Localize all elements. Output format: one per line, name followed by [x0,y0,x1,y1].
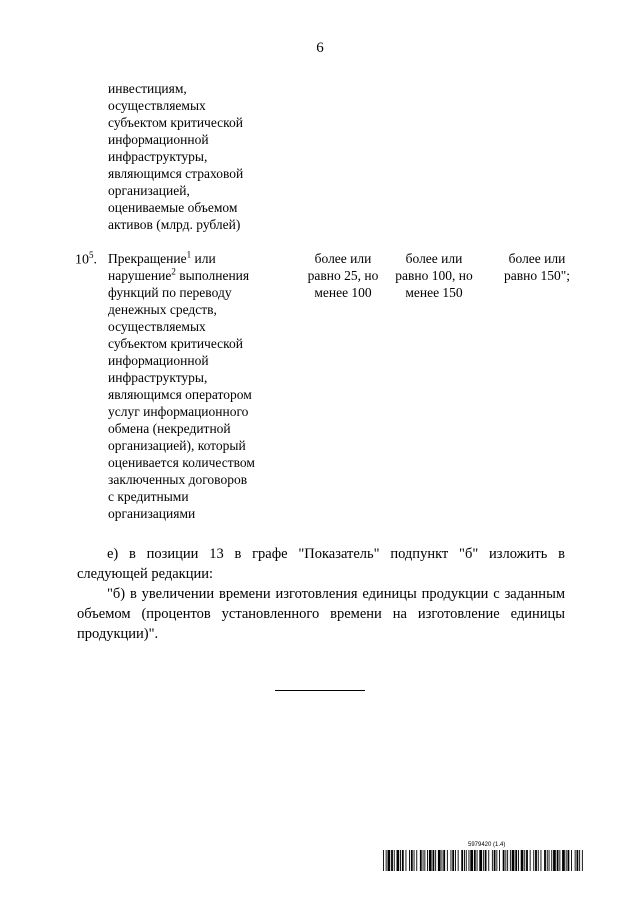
barcode-bar [466,850,467,871]
value-line: более или [405,251,463,266]
text-fragment: выполнения [175,268,250,283]
barcode-bar [530,850,531,871]
text-line: инфраструктуры, [108,149,208,164]
barcode-bar [579,850,580,871]
barcode-bar [541,850,542,871]
barcode-bar [571,850,572,871]
barcode-bar [518,850,519,871]
barcode-bar [400,850,401,871]
text-line: инфраструктуры, [108,370,208,385]
value-column-1 [290,250,396,301]
barcode-bar [485,850,487,871]
barcode-bar [535,850,537,871]
text-line [108,250,288,267]
text-line: являющимся оператором [108,387,252,402]
barcode-bar [551,850,552,871]
barcode-bar [458,850,459,871]
barcode-bar [582,850,583,871]
barcode-bar [416,850,417,871]
value-line: равно 100, но [395,268,473,283]
text-line: являющимся страховой [108,166,244,181]
barcode-bar [533,850,534,871]
text-line: организацией, [108,183,190,198]
text-line: с кредитными [108,489,189,504]
barcode-bar [429,850,432,871]
barcode-bar [455,850,456,871]
barcode-bar [427,850,428,871]
text-line: субъектом критической [108,115,244,130]
text-line: организациями [108,506,196,521]
text-fragment: или [191,251,216,266]
barcode-bar [423,850,424,871]
barcode-bar [394,850,395,871]
barcode-bar [388,850,391,871]
barcode-bar [409,850,410,871]
value-line: равно 25, но [307,268,379,283]
barcode-bar [433,850,435,871]
barcode-bar [451,850,452,871]
text-line: осуществляемых [108,319,206,334]
text-line: активов (млрд. рублей) [108,217,241,232]
barcode-bar [566,850,567,871]
barcode-bar [391,850,393,871]
barcode-bar [488,850,489,871]
text-line [108,267,288,284]
value-line: более или [508,251,566,266]
value-line: более или [314,251,372,266]
barcode-bar [411,850,413,871]
barcode-bar [424,850,425,871]
text-line: осуществляемых [108,98,206,113]
text-line: оценивается количеством [108,455,255,470]
barcode-bar [494,850,496,871]
text-line: информационной [108,132,209,147]
barcode-bar [447,850,448,871]
barcode-bar [559,850,560,871]
footnote-marker: 1 [186,249,192,260]
barcode-bar [452,850,454,871]
barcode-bar [442,850,443,871]
barcode-label: 5979420 (1.4) [468,842,506,848]
row-number-main: 10 [75,252,89,268]
barcode-bar [547,850,548,871]
value-line: равно 150"; [504,268,570,283]
row-number-superscript: 5 [89,250,94,260]
barcode-bar [483,850,484,871]
barcode-bar [577,850,579,871]
barcode-bar [397,850,400,871]
value-line: менее 100 [314,285,372,300]
indicator-text-continuation [108,80,288,233]
barcode-bar [435,850,436,871]
barcode-bar [549,850,550,871]
barcode-bar [544,850,546,871]
barcode-bar [507,850,508,871]
footnote-marker: 2 [171,266,176,277]
text-line: денежных средств, [108,302,217,317]
amendment-text-paragraph: "б) в увеличении времени изготовления единицы продукции с заданным объемом (процентов установленного времени на изготовление единицы продукции)". [77,586,565,642]
text-fragment: нарушение [108,268,172,283]
barcode-bar [479,850,482,871]
barcode-bar [562,850,565,871]
text-line: инвестициям, [108,81,187,96]
barcode-bar [420,850,422,871]
barcode-bar [386,850,387,871]
barcode-bar [470,850,473,871]
barcode-bar [474,850,476,871]
barcode-bar [496,850,497,871]
barcode-bar [526,850,528,871]
text-line: организацией), который [108,438,246,453]
barcode-bar [477,850,478,871]
text-line: субъектом критической [108,336,244,351]
indicator-text [108,250,288,522]
text-line: обмена (некредитной [108,421,231,436]
barcode-bar [383,850,384,871]
barcode-bar [568,850,570,871]
barcode-bar [512,850,515,871]
barcode-bar [414,850,415,871]
barcode-bar [575,850,576,871]
barcode-bar [553,850,556,871]
row-number-suffix: . [93,252,97,268]
barcode-bar [515,850,517,871]
text-line: заключенных договоров [108,472,248,487]
value-column-3 [482,250,592,284]
barcode-bar [402,850,404,871]
amendment-paragraph: е) в позиции 13 в графе "Показатель" подпункт "б" изложить в следующей редакции: [77,546,565,582]
barcode-bar [524,850,525,871]
text-line: оцениваемые объемом [108,200,238,215]
page-number: 6 [316,40,324,56]
row-number [75,250,97,269]
barcode-image [383,850,583,871]
barcode-bar [406,850,407,871]
text-line: функций по переводу [108,285,232,300]
barcode-bar [461,850,463,871]
barcode-bar [538,850,539,871]
barcode-bar [521,850,524,871]
text-fragment: Прекращение [108,251,187,266]
barcode-bar [510,850,511,871]
barcode-bar [557,850,559,871]
value-column-2 [386,250,482,301]
barcode-bar [469,850,470,871]
separator-line [275,690,365,691]
barcode-bar [505,850,506,871]
barcode-bar [499,850,500,871]
text-line: услуг информационного [108,404,249,419]
barcode-bar [438,850,441,871]
barcode-bar [443,850,445,871]
text-line: информационной [108,353,209,368]
barcode-bar [464,850,465,871]
value-line: менее 150 [405,285,463,300]
barcode-bar [492,850,493,871]
barcode-bar [503,850,505,871]
